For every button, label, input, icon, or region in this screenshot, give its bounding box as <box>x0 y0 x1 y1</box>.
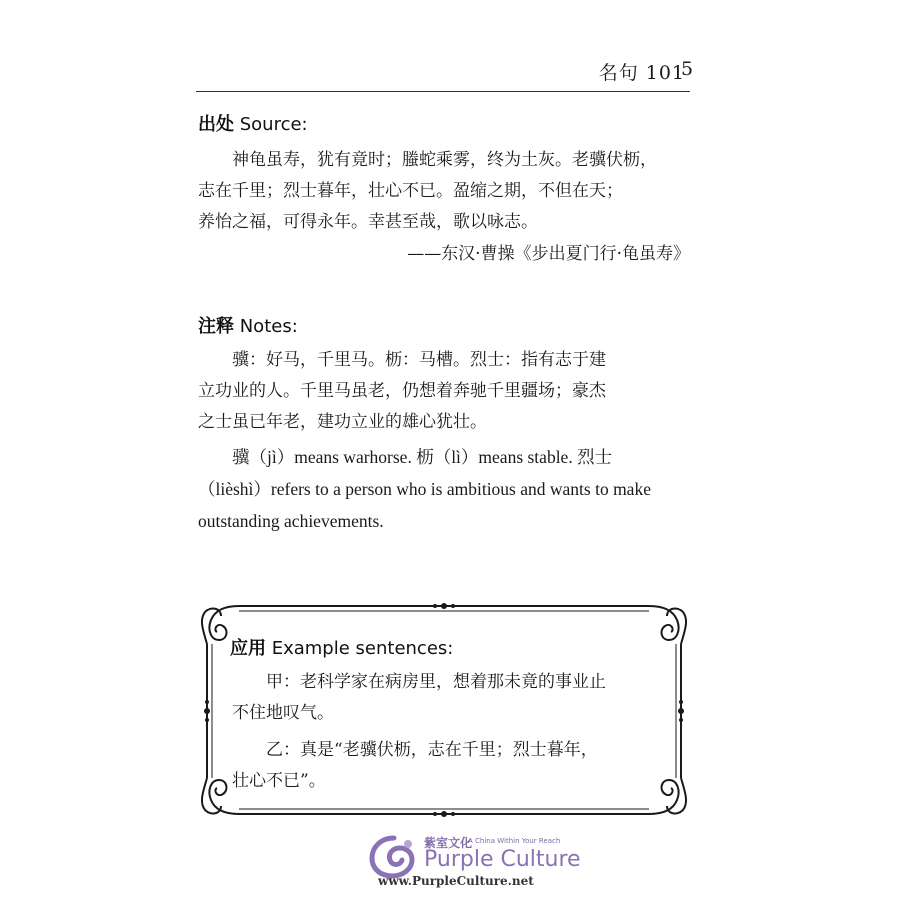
example-heading-zh: 应用 <box>230 638 266 659</box>
source-heading-en: Source: <box>234 114 308 135</box>
notes-heading-zh: 注释 <box>198 316 234 337</box>
source-line-3: 养怡之福，可得永年。幸甚至哉，歌以咏志。 <box>198 212 538 232</box>
source-heading-zh: 出处 <box>198 114 234 135</box>
example-line-4: 壮心不已”。 <box>232 771 326 791</box>
watermark-url: www.PurpleCulture.net <box>378 874 534 888</box>
notes-zh-line-3: 之士虽已年老，建功立业的雄心犹壮。 <box>198 412 487 432</box>
source-heading <box>198 110 308 136</box>
source-line-1: 神龟虽寿，犹有竟时；螣蛇乘雾，终为土灰。老骥伏枥， <box>232 150 657 170</box>
source-line-2: 志在千里；烈士暮年，壮心不已。盈缩之期，不但在天； <box>198 181 623 201</box>
notes-zh-line-2: 立功业的人。千里马虽老，仍想着奔驰千里疆场；豪杰 <box>198 381 606 401</box>
notes-zh-line-1: 骥：好马，千里马。枥：马槽。烈士：指有志于建 <box>232 350 606 370</box>
watermark-tagline: A China Within Your Reach <box>468 837 561 845</box>
watermark-brand: Purple Culture <box>424 847 581 872</box>
example-line-1: 甲：老科学家在病房里，想着那未竟的事业止 <box>266 672 606 692</box>
source-attribution: ——东汉·曹操《步出夏门行·龟虽寿》 <box>407 244 690 264</box>
example-heading <box>230 634 453 660</box>
page-number: 5 <box>681 58 694 80</box>
notes-heading <box>198 312 298 338</box>
notes-en-line-2: （lièshì）refers to a person who is ambitious and wants to make <box>198 479 651 499</box>
example-heading-en: Example sentences: <box>266 638 454 659</box>
watermark-cn: 紫室文化 <box>424 836 473 850</box>
notes-en-line-3: outstanding achievements. <box>198 511 384 531</box>
example-line-2: 不住地叹气。 <box>232 703 334 723</box>
header-rule <box>196 91 690 92</box>
notes-heading-en: Notes: <box>234 316 298 337</box>
example-line-3: 乙：真是“老骥伏枥，志在千里；烈士暮年， <box>266 740 598 760</box>
notes-en-line-1: 骥（jì）means warhorse. 枥（lì）means stable. 烈士 <box>232 447 613 467</box>
page-header-label: 名句 101 <box>598 62 685 84</box>
